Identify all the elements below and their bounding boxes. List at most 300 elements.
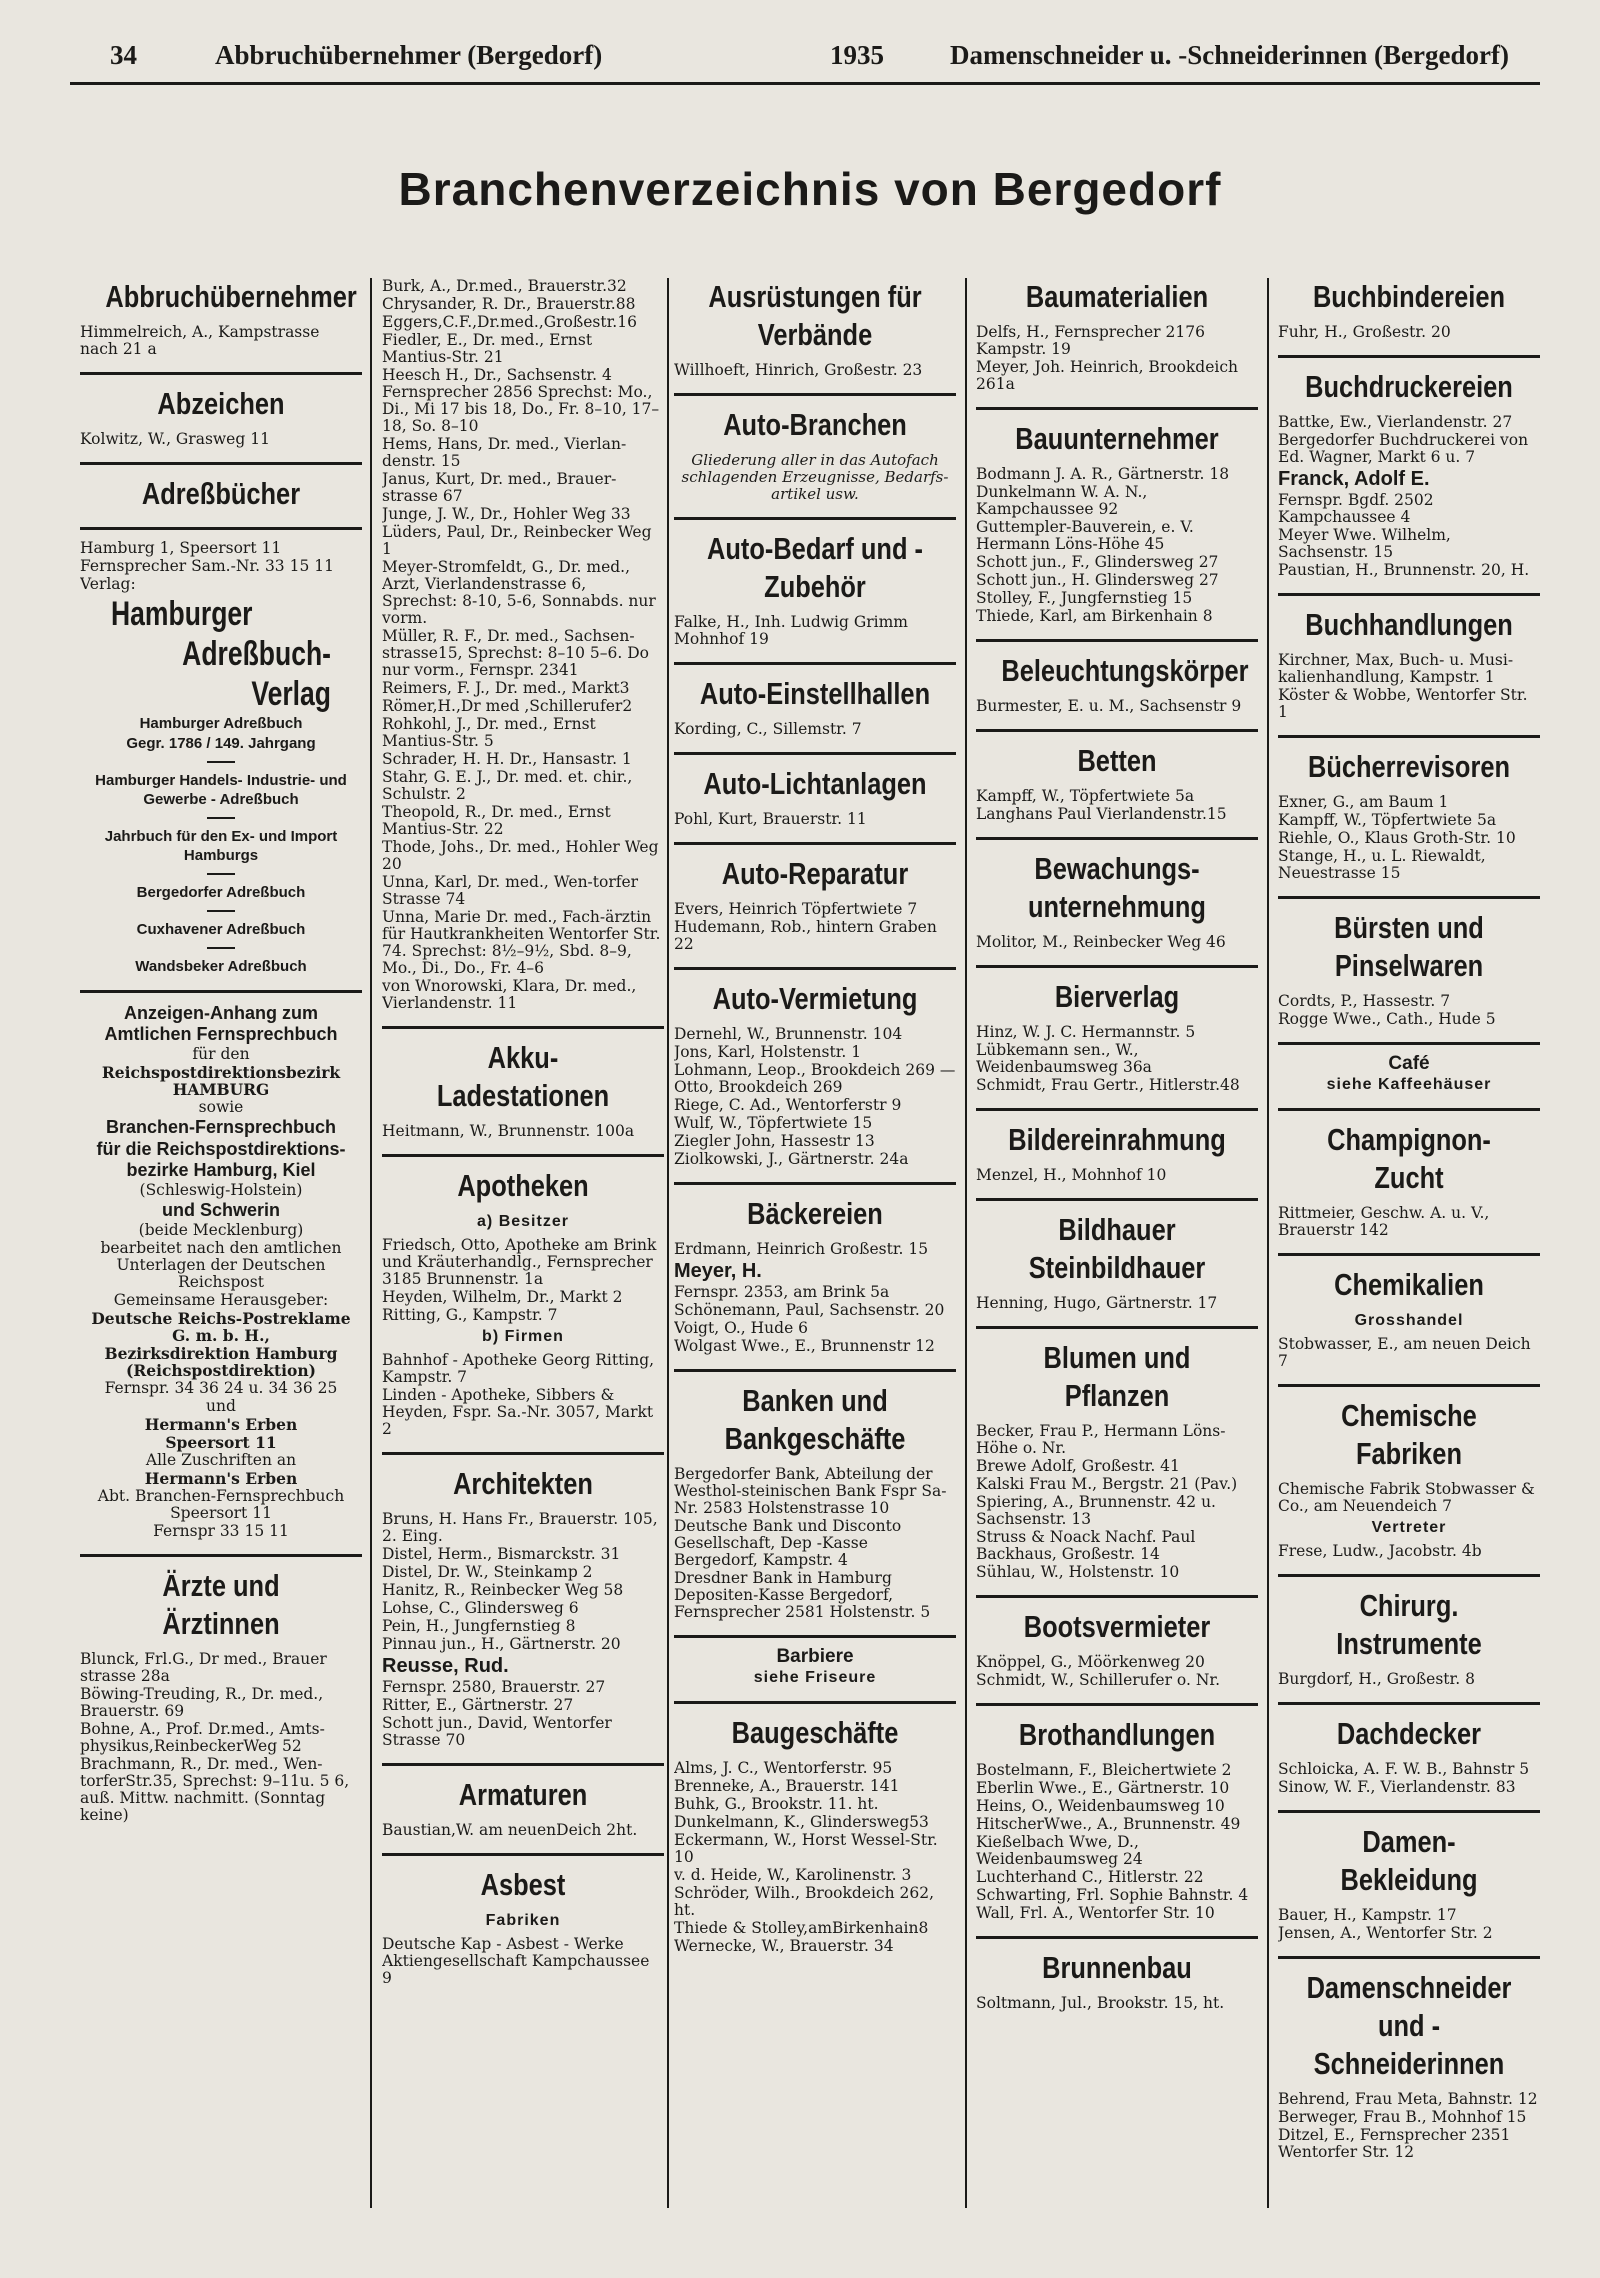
separator-dash: [207, 947, 235, 949]
section-heading: Abbruchübernehmer: [105, 279, 357, 314]
directory-entry: Reimers, F. J., Dr. med., Markt3: [382, 679, 630, 697]
directory-entry: Kalski Frau M., Bergstr. 21 (Pav.): [976, 1475, 1238, 1493]
directory-entry: Kolwitz, W., Grasweg 11: [80, 430, 270, 448]
directory-entry: Henning, Hugo, Gärtnerstr. 17: [976, 1294, 1218, 1312]
directory-entry: Bergedorfer Buchdruckerei von Ed. Wagner, Markt 6 u. 7: [1278, 431, 1529, 466]
directory-entry: Schrader, H. H. Dr., Hansastr. 1: [382, 750, 632, 768]
separator-dash: [207, 873, 235, 875]
section: [1278, 1587, 1540, 1688]
publisher-ad-line: Alle Zuschriften an: [145, 1451, 297, 1469]
directory-entry: Dunkelmann, K., Glindersweg53: [674, 1813, 929, 1831]
section-rule: [80, 462, 362, 465]
section-heading: Asbest: [480, 1867, 566, 1902]
section: [80, 1003, 362, 1540]
column-1: [80, 278, 362, 2218]
directory-entry: Fernspr. 2580, Brauerstr. 27: [382, 1678, 606, 1696]
directory-entry: Thiede, Karl, am Birkenhain 8: [976, 607, 1213, 625]
section: [80, 1567, 362, 1824]
section-heading: Dachdecker: [1336, 1716, 1482, 1751]
publisher-ad-line: (beide Mecklenburg): [138, 1221, 304, 1239]
section-rule: [382, 1452, 664, 1455]
section-subheading: Vertreter: [1371, 1519, 1447, 1536]
directory-entry: Heins, O., Weidenbaumsweg 10: [976, 1797, 1225, 1815]
section-subheading: siehe Friseure: [753, 1669, 877, 1686]
directory-entry: Dresdner Bank in Hamburg Depositen-Kasse Bergedorf, Fernsprecher 2581 Holstenstr. 5: [674, 1569, 931, 1621]
directory-entry: Eberlin Wwe., E., Gärtnerstr. 10: [976, 1779, 1230, 1797]
section-subheading: b) Firmen: [482, 1328, 564, 1345]
directory-entry: Köster & Wobbe, Wentorfer Str. 1: [1278, 686, 1528, 721]
directory-entry: Wall, Frl. A., Wentorfer Str. 10: [976, 1904, 1215, 1922]
section: [674, 278, 956, 379]
directory-entry: Wernecke, W., Brauerstr. 34: [674, 1937, 894, 1955]
directory-entry: Fernspr. Bgdf. 2502 Kampchaussee 4: [1278, 491, 1434, 526]
section: [1278, 1823, 1540, 1942]
section: [1278, 1715, 1540, 1796]
section-rule: [674, 1635, 956, 1638]
directory-entry: Soltmann, Jul., Brookstr. 15, ht.: [976, 1994, 1225, 2012]
directory-entry: Kießelbach Wwe, D., Weidenbaumsweg 24: [976, 1833, 1143, 1868]
section: [976, 742, 1258, 823]
section-rule: [674, 393, 956, 396]
section: [80, 278, 362, 358]
directory-entry: Meyer, Joh. Heinrich, Brookdeich 261a: [976, 358, 1239, 393]
advertiser-name: Franck, Adolf E.: [1278, 468, 1430, 490]
section: [1278, 368, 1540, 579]
section-rule: [80, 527, 362, 530]
directory-entry: Blunck, Frl.G., Dr med., Brauer strasse 28a: [80, 1650, 327, 1685]
section: [976, 278, 1258, 393]
section-rule: [976, 1326, 1258, 1329]
section: [976, 1121, 1258, 1184]
section-heading: Blumen und Pflanzen: [1043, 1340, 1191, 1413]
section-heading: Chemikalien: [1334, 1267, 1484, 1302]
section: [1278, 748, 1540, 882]
directory-entry: Schott jun., H. Glindersweg 27: [976, 571, 1219, 589]
section: [674, 675, 956, 738]
directory-entry: Schönemann, Paul, Sachsenstr. 20: [674, 1301, 945, 1319]
section: [674, 1195, 956, 1355]
section-subheading: a) Besitzer: [477, 1213, 569, 1230]
section-rule: [382, 1763, 664, 1766]
directory-entry: Menzel, H., Mohnhof 10: [976, 1166, 1167, 1184]
publisher-ad-line: sowie: [198, 1098, 244, 1116]
section-rule: [1278, 355, 1540, 358]
directory-entry: Dunkelmann W. A. N., Kampchaussee 92: [976, 483, 1148, 518]
section-rule: [976, 407, 1258, 410]
directory-entry: Voigt, O., Hude 6: [674, 1319, 809, 1337]
directory-entry: Janus, Kurt, Dr. med., Brauer-strasse 67: [382, 470, 617, 505]
directory-entry: Bodmann J. A. R., Gärtnerstr. 18: [976, 465, 1230, 483]
separator-dash: [207, 910, 235, 912]
section: [976, 1608, 1258, 1689]
directory-entry: Berweger, Frau B., Mohnhof 15: [1278, 2108, 1527, 2126]
directory-entry: Römer,H.,Dr med ,Schillerufer2: [382, 697, 633, 715]
directory-entry: Brachmann, R., Dr. med., Wen-torferStr.35, Sprechst: 9–11u. 5 6, auß. Mittw. nachmitt. (Sonntag keine): [80, 1755, 350, 1824]
publisher-ad-line: Deutsche Reichs-Postreklame G. m. b. H.,: [91, 1309, 351, 1345]
directory-entry: Ritter, E., Gärtnerstr. 27: [382, 1696, 574, 1714]
directory-entry: Distel, Dr. W., Steinkamp 2: [382, 1563, 593, 1581]
directory-entry: Burgdorf, H., Großestr. 8: [1278, 1670, 1475, 1688]
directory-entry: Kording, C., Sillemstr. 7: [674, 720, 862, 738]
directory-entry: Burk, A., Dr.med., Brauerstr.32: [382, 278, 627, 295]
directory-entry: Theopold, R., Dr. med., Ernst Mantius-Str. 22: [382, 803, 611, 838]
publisher-ad-line: Hermann's Erben: [144, 1415, 298, 1434]
directory-entry: Ditzel, E., Fernsprecher 2351 Wentorfer Str. 12: [1278, 2126, 1511, 2161]
section-heading: Chirurg. Instrumente: [1336, 1588, 1482, 1661]
directory-entry: v. d. Heide, W., Karolinenstr. 3: [674, 1866, 912, 1884]
section-rule: [1278, 735, 1540, 738]
directory-entry: Lübkemann sen., W., Weidenbaumsweg 36a: [976, 1041, 1152, 1076]
section: [976, 1339, 1258, 1581]
section-heading: Auto-Lichtanlagen: [703, 766, 927, 801]
section-heading: Architekten: [453, 1466, 593, 1501]
section-rule: [976, 1703, 1258, 1706]
section-heading: Buchdruckereien: [1305, 369, 1513, 404]
directory-entry: Hamburg 1, Speersort 11: [80, 539, 282, 557]
publisher-ad-line: Abt. Branchen-Fernsprechbuch Speersort 11: [97, 1487, 345, 1522]
directory-entry: Struss & Noack Nachf. Paul Backhaus, Großestr. 14: [976, 1528, 1196, 1563]
directory-entry: Cordts, P., Hassestr. 7: [1278, 992, 1451, 1010]
directory-entry: von Wnorowski, Klara, Dr. med., Vierlandenstr. 11: [382, 977, 637, 1012]
section-rule: [382, 1026, 664, 1029]
directory-entry: Schröder, Wilh., Brookdeich 262, ht.: [674, 1884, 935, 1919]
publication-title: Hamburger Handels- Industrie- und Gewerbe - Adreßbuch: [95, 772, 347, 808]
directory-entry: Knöppel, G., Möörkenweg 20: [976, 1653, 1205, 1671]
section-rule: [1278, 1042, 1540, 1045]
directory-entry: Riege, C. Ad., Wentorferstr 9: [674, 1096, 902, 1114]
section: [674, 765, 956, 828]
directory-entry: Alms, J. C., Wentorferstr. 95: [674, 1759, 893, 1777]
directory-entry: Heyden, Wilhelm, Dr., Markt 2: [382, 1288, 623, 1306]
section-heading: Auto-Branchen: [723, 407, 907, 442]
page-number: 34: [110, 40, 137, 70]
section: [1278, 1055, 1540, 1094]
directory-entry: Fuhr, H., Großestr. 20: [1278, 323, 1451, 341]
directory-entry: Frese, Ludw., Jacobstr. 4b: [1278, 1542, 1482, 1560]
section-rule: [1278, 1384, 1540, 1387]
section: [1278, 909, 1540, 1028]
section: [976, 420, 1258, 625]
section-heading: Bürsten und Pinselwaren: [1334, 910, 1484, 983]
directory-entry: Bostelmann, F., Bleichertwiete 2: [976, 1761, 1232, 1779]
section: [674, 980, 956, 1168]
directory-entry: Paustian, H., Brunnenstr. 20, H.: [1278, 561, 1530, 579]
directory-entry: Spiering, A., Brunnenstr. 42 u. Sachsenstr. 13: [976, 1493, 1216, 1528]
section-rule: [976, 1595, 1258, 1598]
section-rule: [976, 837, 1258, 840]
publisher-ad-line: Hermann's Erben: [144, 1469, 298, 1488]
section: [80, 385, 362, 448]
section-rule: [1278, 896, 1540, 899]
section: [382, 1167, 664, 1438]
directory-entry: Unna, Karl, Dr. med., Wen-torfer Strasse 74: [382, 873, 639, 908]
section-rule: [1278, 593, 1540, 596]
directory-entry: Ritting, G., Kampstr. 7: [382, 1306, 558, 1324]
publisher-ad-line: (Schleswig-Holstein): [139, 1181, 303, 1199]
directory-entry: Stange, H., u. L. Riewaldt, Neuestrasse 15: [1278, 847, 1486, 882]
section-subheading: Fabriken: [485, 1912, 561, 1929]
directory-entry: Wulf, W., Töpfertwiete 15: [674, 1114, 873, 1132]
directory-entry: Wolgast Wwe., E., Brunnenstr 12: [674, 1337, 935, 1355]
separator-dash: [207, 817, 235, 819]
publisher-ad-line: und: [206, 1397, 236, 1415]
directory-entry: Junge, J. W., Dr., Hohler Weg 33: [382, 505, 631, 523]
directory-entry: Meyer-Stromfeldt, G., Dr. med., Arzt, Vierlandenstrasse 6, Sprechst: 8-10, 5-6, Sonnabds. nur vorm.: [382, 558, 656, 627]
section-note: Gliederung aller in das Autofach schlagenden Erzeugnisse, Bedarfs-artikel usw.: [681, 451, 949, 503]
section: [674, 1382, 956, 1621]
section: [1278, 606, 1540, 721]
directory-entry: Delfs, H., Fernsprecher 2176 Kampstr. 19: [976, 323, 1205, 358]
section: [976, 1716, 1258, 1922]
publisher-ad-name: Adreßbuch-Verlag: [182, 635, 331, 713]
publisher-ad-line: Reichspostdirektionsbezirk HAMBURG: [101, 1063, 341, 1099]
directory-entry: Brewe Adolf, Großestr. 41: [976, 1457, 1180, 1475]
directory-entry: Chrysander, R. Dr., Brauerstr.88: [382, 295, 636, 313]
directory-entry: Unna, Marie Dr. med., Fach-ärztin für Hautkrankheiten Wentorfer Str. 74. Sprechst: 8½–9½, Sbd. 8–9, Mo., Di., Do., Fr. 4–6: [382, 908, 661, 977]
publisher-ad-line: für die Reichspostdirektions-bezirke Hamburg, Kiel: [96, 1139, 346, 1180]
directory-entry: Fernsprecher Sam.-Nr. 33 15 11: [80, 557, 334, 575]
section-rule: [80, 372, 362, 375]
section-heading: Brothandlungen: [1018, 1717, 1216, 1752]
directory-entry: Exner, G., am Baum 1: [1278, 793, 1449, 811]
directory-entry: Linden - Apotheke, Sibbers & Heyden, Fspr. Sa.-Nr. 3057, Markt 2: [382, 1386, 654, 1438]
section-rule: [674, 1701, 956, 1704]
directory-entry: Kirchner, Max, Buch- u. Musi-kalienhandlung, Kampstr. 1: [1278, 651, 1514, 686]
section: [976, 1949, 1258, 2012]
section-rule: [1278, 1956, 1540, 1959]
section-heading: Ausrüstungen für Verbände: [708, 279, 922, 352]
directory-entry: Langhans Paul Vierlandenstr.15: [976, 805, 1227, 823]
column-3: [674, 278, 956, 2218]
section: [976, 850, 1258, 951]
section: [80, 540, 362, 976]
directory-entry: Müller, R. F., Dr. med., Sachsen-strasse15, Sprechst: 8–10 5–6. Do nur vorm., Fernspr. 2341: [382, 627, 649, 679]
section-heading: Champignon-Zucht: [1327, 1122, 1491, 1195]
section-heading: Betten: [1077, 743, 1157, 778]
directory-entry: Falke, H., Inh. Ludwig Grimm Mohnhof 19: [674, 613, 908, 648]
directory-entry: Pohl, Kurt, Brauerstr. 11: [674, 810, 867, 828]
directory-entry: Rogge Wwe., Cath., Hude 5: [1278, 1010, 1496, 1028]
directory-entry: Schmidt, Frau Gertr., Hitlerstr.48: [976, 1076, 1240, 1094]
section-heading: Auto-Reparatur: [721, 856, 909, 891]
section-rule: [674, 662, 956, 665]
advertiser-name: Reusse, Rud.: [382, 1655, 509, 1677]
directory-entry: Jons, Karl, Holstenstr. 1: [674, 1043, 862, 1061]
directory-page: [70, 30, 1550, 2260]
publisher-ad-line: Fernspr 33 15 11: [153, 1522, 289, 1540]
section: [674, 530, 956, 648]
section: [382, 1465, 664, 1749]
section-subheading: siehe Kaffeehäuser: [1326, 1076, 1492, 1093]
directory-entry: Chemische Fabrik Stobwasser & Co., am Neuendeich 7: [1278, 1480, 1535, 1515]
directory-entry: Bauer, H., Kampstr. 17: [1278, 1906, 1457, 1924]
section: [1278, 278, 1540, 341]
directory-entry: Böwing-Treuding, R., Dr. med., Brauerstr. 69: [80, 1685, 324, 1720]
directory-entry: Brenneke, A., Brauerstr. 141: [674, 1777, 900, 1795]
directory-entry: Lüders, Paul, Dr., Reinbecker Weg 1: [382, 523, 652, 558]
section-heading: Akku-Ladestationen: [436, 1040, 610, 1113]
section-rule: [674, 517, 956, 520]
section-heading: Bierverlag: [1054, 979, 1180, 1014]
running-head: [70, 30, 1540, 85]
section: [674, 855, 956, 953]
separator-dash: [207, 761, 235, 763]
directory-entry: Schott jun., David, Wentorfer Strasse 70: [382, 1714, 612, 1749]
publisher-ad-line: Speersort 11: [165, 1433, 277, 1452]
column-4: [976, 278, 1258, 2218]
section-heading: Bäckereien: [747, 1196, 883, 1231]
directory-entry: Rohkohl, J., Dr. med., Ernst Mantius-Str. 5: [382, 715, 596, 750]
section-heading: Buchbindereien: [1312, 279, 1506, 314]
section-heading: Brunnenbau: [1042, 1950, 1192, 1985]
directory-entry: Lohmann, Leop., Brookdeich 269 — Otto, Brookdeich 269: [674, 1061, 956, 1096]
advertiser-name: Meyer, H.: [674, 1260, 762, 1282]
publisher-ad-line: bearbeitet nach den amtlichen Unterlagen der Deutschen Reichspost: [100, 1239, 342, 1291]
section: [674, 1648, 956, 1687]
section-heading: Beleuchtungskörper: [1001, 653, 1249, 688]
directory-entry: Erdmann, Heinrich Großestr. 15: [674, 1240, 929, 1258]
section-heading: Damen-Bekleidung: [1340, 1824, 1478, 1897]
publication-title: Bergedorfer Adreßbuch: [136, 884, 306, 901]
directory-entry: Heitmann, W., Brunnenstr. 100a: [382, 1122, 635, 1140]
section-rule: [674, 967, 956, 970]
section-heading: Bootsvermieter: [1023, 1609, 1211, 1644]
directory-entry: Deutsche Bank und Disconto Gesellschaft, Dep -Kasse Bergedorf, Kampstr. 4: [674, 1517, 902, 1569]
running-head-right: Damenschneider u. -Schneiderinnen (Bergedorf): [950, 40, 1509, 70]
column-divider: [965, 278, 967, 2208]
section-heading: Banken und Bankgeschäfte: [724, 1383, 906, 1456]
directory-entry: Hudemann, Rob., hintern Graben 22: [674, 918, 937, 953]
section-heading: Buchhandlungen: [1305, 607, 1513, 642]
section: [1278, 1969, 1540, 2161]
directory-entry: Verlag:: [80, 575, 136, 593]
section-rule: [976, 965, 1258, 968]
directory-entry: Sinow, W. F., Vierlandenstr. 83: [1278, 1778, 1516, 1796]
directory-entry: Sühlau, W., Holstenstr. 10: [976, 1563, 1180, 1581]
directory-entry: Molitor, M., Reinbecker Weg 46: [976, 933, 1226, 951]
section-heading: Baugeschäfte: [731, 1715, 899, 1750]
section: [382, 1866, 664, 1987]
directory-entry: Himmelreich, A., Kampstrasse nach 21 a: [80, 323, 320, 358]
directory-entry: Friedsch, Otto, Apotheke am Brink und Kräuterhandlg., Fernsprecher 3185 Brunnenstr. 1a: [382, 1236, 657, 1288]
section-heading: Bauunternehmer: [1015, 421, 1219, 456]
section-heading: Apotheken: [457, 1168, 589, 1203]
publication-title: Jahrbuch für den Ex- und Import Hamburgs: [104, 828, 338, 864]
section-rule: [674, 842, 956, 845]
column-divider: [1267, 278, 1269, 2208]
directory-entry: Stahr, G. E. J., Dr. med. et. chir., Schulstr. 2: [382, 768, 633, 803]
directory-entry: Eggers,C.F.,Dr.med.,Großestr.16: [382, 313, 637, 331]
directory-entry: Jensen, A., Wentorfer Str. 2: [1278, 1924, 1493, 1942]
column-divider: [370, 278, 372, 2208]
publisher-ad-name: Hamburger: [111, 595, 253, 633]
publisher-ad-line: für den: [192, 1045, 250, 1063]
section: [382, 1039, 664, 1140]
section-rule: [976, 1108, 1258, 1111]
section-heading: Adreßbücher: [141, 476, 301, 511]
directory-entry: Pein, H., Jungfernstieg 8: [382, 1617, 576, 1635]
directory-entry: Buhk, G., Brookstr. 11. ht.: [674, 1795, 879, 1813]
section-rule: [674, 752, 956, 755]
running-head-year: 1935: [830, 40, 884, 70]
directory-entry: Hinz, W. J. C. Hermannstr. 5: [976, 1023, 1196, 1041]
directory-entry: Schmidt, W., Schillerufer o. Nr.: [976, 1671, 1221, 1689]
directory-entry: Bahnhof - Apotheke Georg Ritting, Kampstr. 7: [382, 1351, 655, 1386]
directory-entry: Ziegler John, Hassestr 13: [674, 1132, 875, 1150]
directory-entry: Pinnau jun., H., Gärtnerstr. 20: [382, 1635, 621, 1653]
directory-entry: Kampff, W., Töpfertwiete 5a: [976, 787, 1195, 805]
publisher-ad-line: Fernspr. 34 36 24 u. 34 36 25: [104, 1379, 338, 1397]
section-heading: Bildereinrahmung: [1008, 1122, 1226, 1157]
section-heading: Auto-Vermietung: [712, 981, 918, 1016]
directory-entry: Becker, Frau P., Hermann Löns-Höhe o. Nr.: [976, 1422, 1226, 1457]
section: [382, 1776, 664, 1839]
directory-entry: Kampff, W., Töpfertwiete 5a: [1278, 811, 1497, 829]
directory-entry: Deutsche Kap - Asbest - Werke Aktiengesellschaft Kampchaussee 9: [382, 1935, 650, 1987]
section-heading: Bildhauer Steinbildhauer: [1028, 1212, 1206, 1285]
section: [674, 406, 956, 503]
section-heading: Chemische Fabriken: [1341, 1398, 1477, 1471]
publisher-ad-line: Gemeinsame Herausgeber:: [113, 1291, 329, 1309]
section-rule: [1278, 1253, 1540, 1256]
section-heading: Armaturen: [458, 1777, 588, 1812]
directory-entry: Behrend, Frau Meta, Bahnstr. 12: [1278, 2090, 1538, 2108]
directory-entry: Riehle, O., Klaus Groth-Str. 10: [1278, 829, 1516, 847]
column-5: [1278, 278, 1540, 2218]
directory-entry: Thode, Johs., Dr. med., Hohler Weg 20: [382, 838, 659, 873]
section-heading: Abzeichen: [157, 386, 285, 421]
publisher-ad-line: Bezirksdirektion Hamburg (Reichspostdirektion): [104, 1344, 338, 1380]
directory-entry: Stolley, F., Jungfernstieg 15: [976, 589, 1193, 607]
directory-entry: Guttempler-Bauverein, e. V. Hermann Löns-Höhe 45: [976, 518, 1194, 553]
section-rule: [674, 1369, 956, 1372]
running-head-left: Abbruchübernehmer (Bergedorf): [215, 40, 603, 70]
section-rule: [976, 1936, 1258, 1939]
section-subheading: Grosshandel: [1354, 1312, 1464, 1329]
publisher-ad-line: und Schwerin: [161, 1200, 280, 1220]
directory-entry: Luchterhand C., Hitlerstr. 22: [976, 1868, 1204, 1886]
directory-entry: Ziolkowski, J., Gärtnerstr. 24a: [674, 1150, 909, 1168]
section-heading: Damenschneider und -Schneiderinnen: [1306, 1970, 1512, 2081]
section: [976, 978, 1258, 1094]
directory-entry: Bruns, H. Hans Fr., Brauerstr. 105, 2. Eing.: [382, 1510, 658, 1545]
directory-entry: Baustian,W. am neuenDeich 2ht.: [382, 1821, 638, 1839]
column-2: [382, 278, 664, 2218]
section: [976, 1211, 1258, 1312]
directory-entry: Hanitz, R., Reinbecker Weg 58: [382, 1581, 624, 1599]
directory-entry: Thiede & Stolley,amBirkenhain8: [674, 1919, 929, 1937]
directory-entry: Rittmeier, Geschw. A. u. V., Brauerstr 142: [1278, 1204, 1490, 1239]
section: [1278, 1266, 1540, 1370]
directory-entry: Fernspr. 2353, am Brink 5a: [674, 1283, 890, 1301]
publisher-ad-line: Gegr. 1786 / 149. Jahrgang: [126, 735, 316, 752]
publisher-ad-line: Hamburger Adreßbuch: [139, 715, 303, 732]
section-heading: Barbiere: [776, 1646, 854, 1667]
section-heading: Baumaterialien: [1025, 279, 1209, 314]
directory-entry: Eckermann, W., Horst Wessel-Str. 10: [674, 1831, 938, 1866]
directory-entry: Schott jun., F., Glindersweg 27: [976, 553, 1219, 571]
directory-entry: Willhoeft, Hinrich, Großestr. 23: [674, 361, 923, 379]
section-rule: [1278, 1702, 1540, 1705]
section-heading: Ärzte und Ärztinnen: [162, 1568, 280, 1641]
section: [1278, 1121, 1540, 1239]
directory-entry: Dernehl, W., Brunnenstr. 104: [674, 1025, 903, 1043]
section-heading: Auto-Bedarf und -Zubehör: [706, 531, 924, 604]
section: [674, 1714, 956, 1955]
section-heading: Café: [1388, 1053, 1430, 1074]
section-rule: [1278, 1810, 1540, 1813]
section: [382, 278, 664, 1012]
